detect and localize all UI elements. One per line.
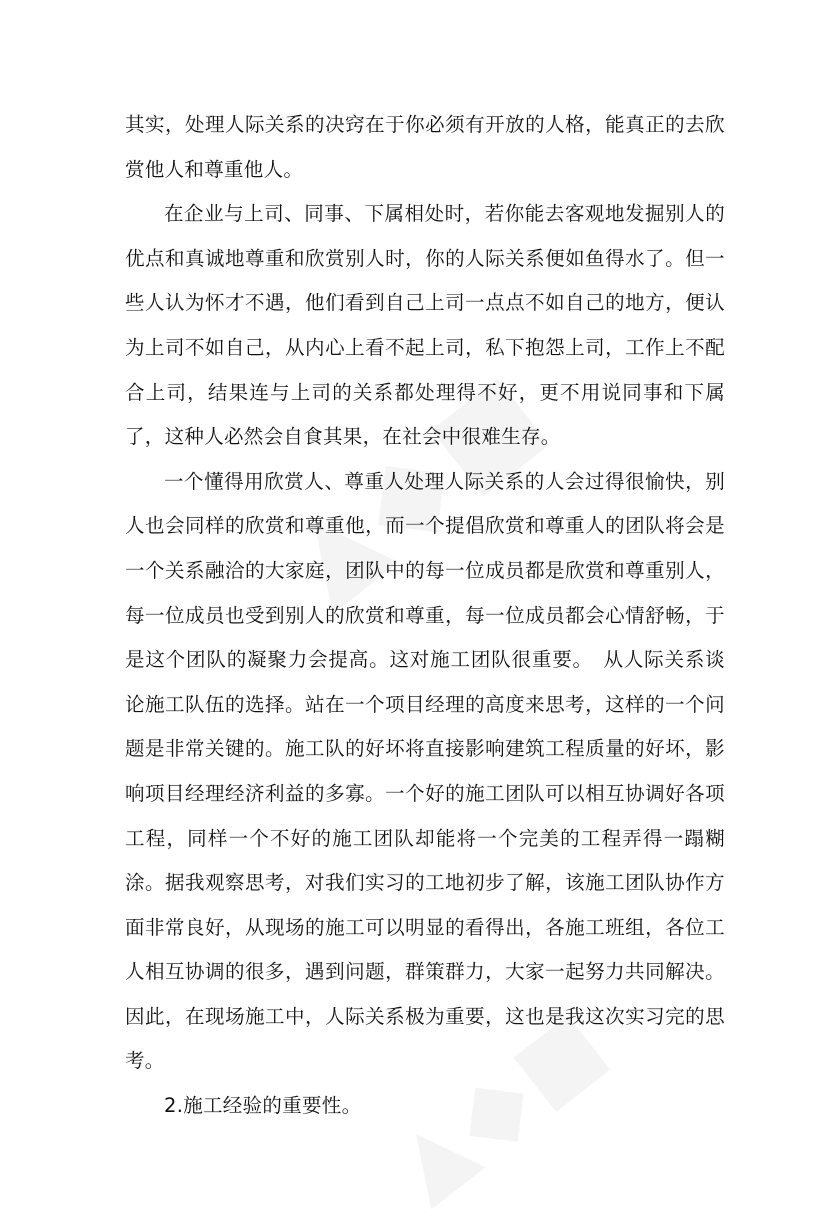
paragraph: 一个懂得用欣赏人、尊重人处理人际关系的人会过得很愉快，别人也会同样的欣赏和尊重他，而一个提倡欣赏和尊重人的团队将会是一个关系融洽的大家庭，团队中的每一位成员都是欣赏和尊重别人，每一位成员也受到别人的欣赏和尊重，每一位成员都会心情舒畅，于是这个团队的凝聚力会提高。这对施工团队很重要。 从人际关系谈论施工队伍的选择。站在一个项目经理的高度来思考，这样的一个问题是非常关键的。施工队的好坏将直接影响建筑工程质量的好坏，影响项目经理经济利益的多寡。一个好的施工团队可以相互协调好各项工程，同样一个不好的施工团队却能将一个完美的工程弄得一蹋糊涂。据我观察思考，对我们实习的工地初步了解，该施工团队协作方面非常良好，从现场的施工可以明显的看得出，各施工班组，各位工人相互协调的很多，遇到问题，群策群力，大家一起努力共同解决。因此，在现场施工中，人际关系极为重要，这也是我这次实习完的思考。 bbox=[125, 469, 725, 1073]
section-heading: 2.施工经验的重要性。 bbox=[164, 1094, 362, 1118]
paragraph: 其实，处理人际关系的决窍在于你必须有开放的人格，能真正的去欣赏他人和尊重他人。 bbox=[125, 113, 725, 181]
paragraph: 在企业与上司、同事、下属相处时，若你能去客观地发掘别人的优点和真诚地尊重和欣赏别人时，你的人际关系便如鱼得水了。但一些人认为怀才不遇，他们看到自己上司一点点不如自己的地方，便认为上司不如自己，从内心上看不起上司，私下抱怨上司，工作上不配合上司，结果连与上司的关系都处理得不好，更不用说同事和下属了，这种人必然会自食其果，在社会中很难生存。 bbox=[125, 202, 725, 449]
document-body bbox=[125, 103, 725, 1129]
